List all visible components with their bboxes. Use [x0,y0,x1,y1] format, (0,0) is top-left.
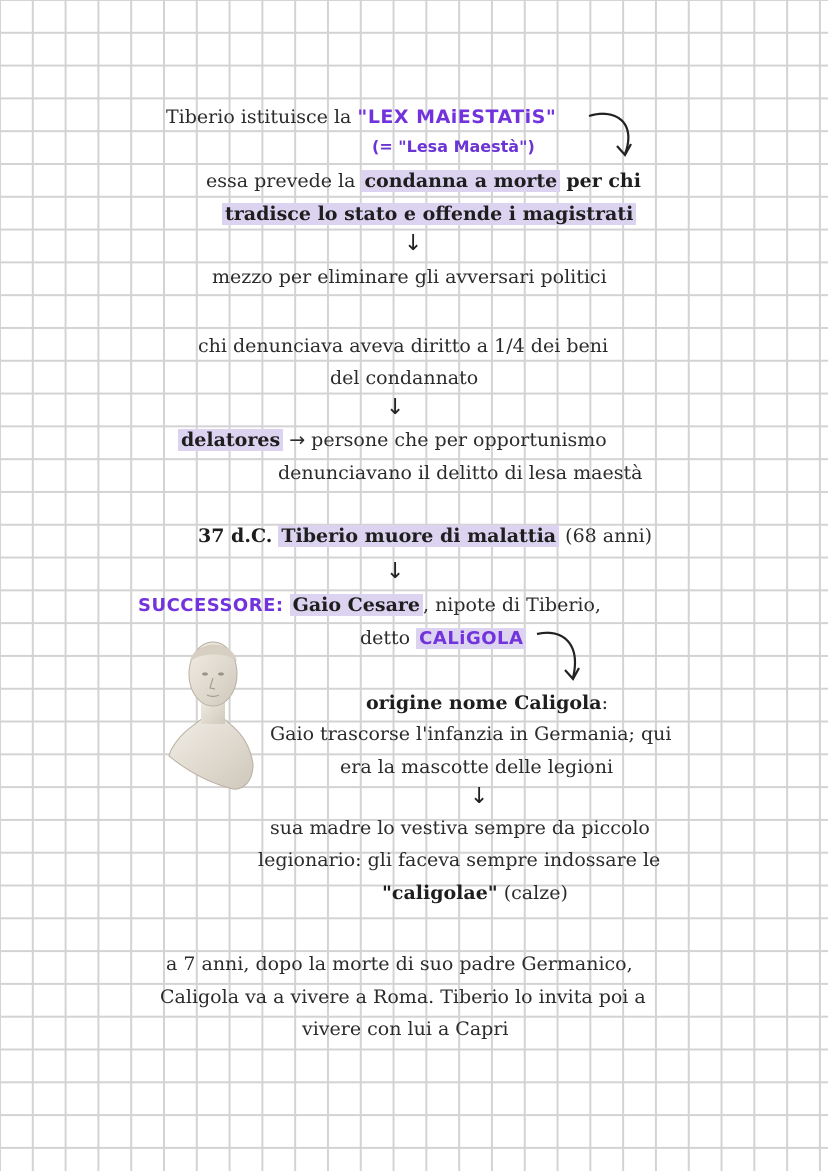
caligula-bust-image [163,634,263,794]
origin-line-5 [382,880,568,906]
later-line-3: vivere con lui a Capri [302,1018,509,1040]
caligolae-term: "caligolae" [382,882,498,904]
origin-line-3: sua madre lo vestiva sempre da piccolo [270,817,650,839]
origin-title-line [366,690,608,716]
origin-title: origine nome Caligola [366,692,602,714]
down-arrow-icon: ↓ [386,559,405,584]
successor-line-2 [360,625,526,652]
death-line [198,523,652,549]
provision-post: per chi [566,170,641,192]
lex-translation: (= "Lesa Maestà") [372,137,535,156]
provision-highlight-2: tradisce lo stato e offende i magistrati [222,203,636,225]
provision-line-1 [206,168,641,194]
curved-arrow-icon [535,628,595,688]
delatores-line-1 [178,427,607,453]
later-line-2: Caligola va a vivere a Roma. Tiberio lo invita poi a [160,986,646,1008]
provision-line-2 [222,201,636,227]
lex-line [166,104,556,130]
death-age: (68 anni) [565,525,653,547]
later-line-1: a 7 anni, dopo la morte di suo padre Germanico, [166,953,633,975]
origin-line-2: era la mascotte delle legioni [340,756,614,778]
purpose-line: mezzo per eliminare gli avversari politici [212,266,607,288]
down-arrow-icon: ↓ [470,784,489,809]
successor-line-1 [138,592,601,619]
right-arrow-icon: → [289,429,306,451]
lex-name: "LEX MAiESTATiS" [357,106,557,128]
successor-rest: , nipote di Tiberio, [422,594,601,616]
delatores-line-2: denunciavano il delitto di lesa maestà [278,462,643,484]
delatores-term: delatores [178,429,283,451]
successor-nickname: CALiGOLA [416,628,526,649]
provision-pre: essa prevede la [206,170,356,192]
death-date: 37 d.C. [198,525,273,547]
delatores-def-1: persone che per opportunismo [311,429,607,451]
caligolae-note: (calze) [503,882,568,904]
curved-arrow-icon [585,108,645,168]
lex-intro: Tiberio istituisce la [166,106,352,128]
reward-line-2: del condannato [330,367,479,389]
origin-line-4: legionario: gli faceva sempre indossare le [258,849,661,871]
death-event: Tiberio muore di malattia [278,525,559,547]
down-arrow-icon: ↓ [404,231,423,256]
successor-name: Gaio Cesare [290,594,423,616]
reward-line-1: chi denunciava aveva diritto a 1/4 dei beni [198,335,609,357]
origin-line-1: Gaio trascorse l'infanzia in Germania; qui [270,723,672,745]
down-arrow-icon: ↓ [386,395,405,420]
origin-colon: : [601,692,608,714]
successor-detto: detto [360,627,411,649]
successor-label: SUCCESSORE: [138,595,284,616]
provision-highlight-1: condanna a morte [361,170,560,192]
